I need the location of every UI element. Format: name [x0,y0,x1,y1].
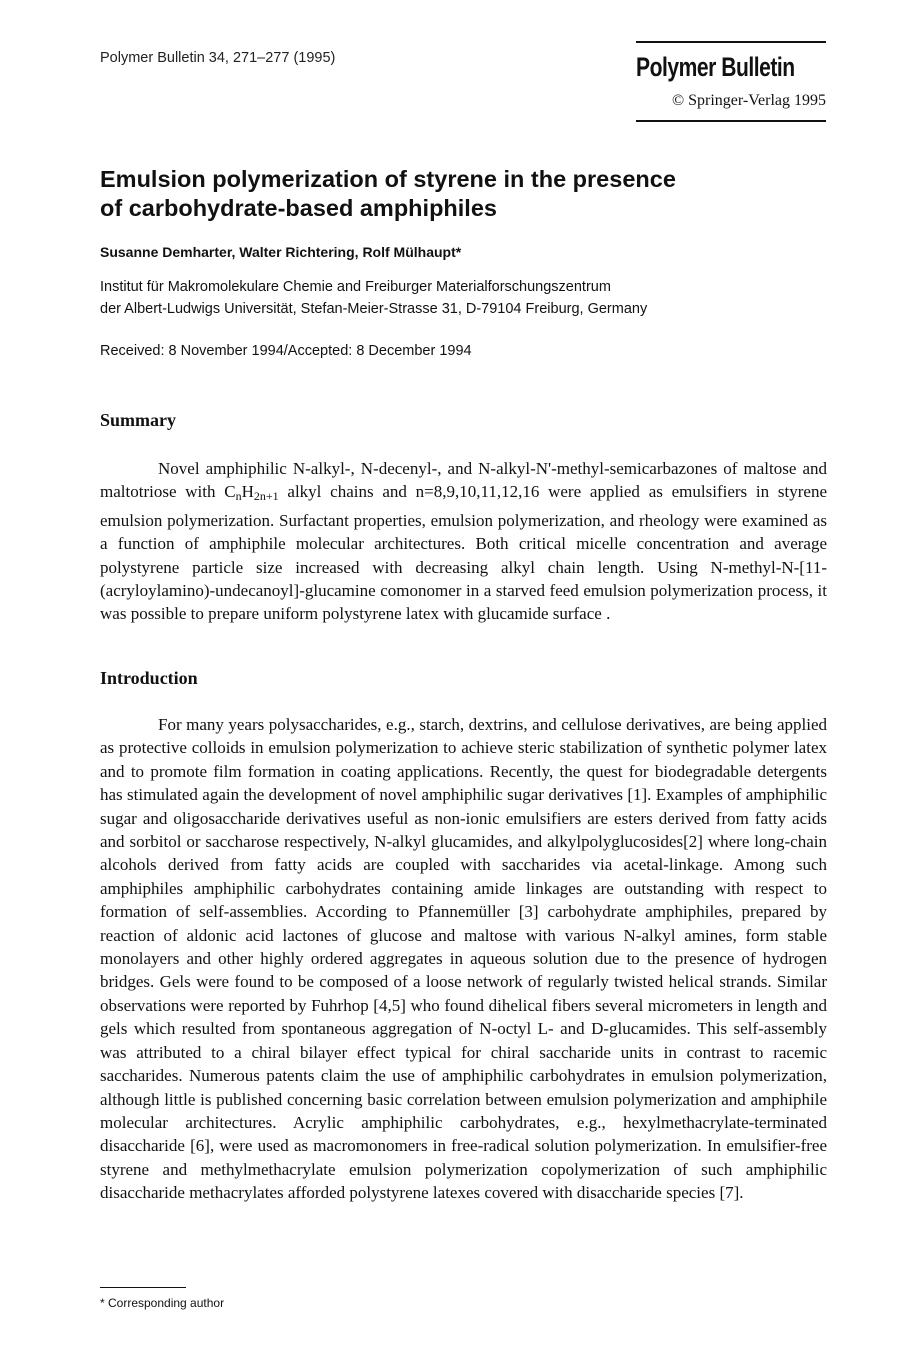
copyright-notice: © Springer-Verlag 1995 [671,92,826,109]
affiliation [100,276,840,320]
summary-text-end: alkyl chains and n=8,9,10,11,12,16 were applied as emulsifiers in styrene emulsion polymerization. Surfactant properties, emulsion polymerization, and rheology were examined as a function of amphiphile molecular architectures. Both critical micelle concentration and average polystyrene particle size increased with decreasing alkyl chain length. Using N-methyl-N-[11-(acryloylamino)-undecanoyl]-glucamine comonomer in a starved feed emulsion polymerization process, it was possible to prepare uniform polystyrene latex with glucamide surface . [100,482,827,624]
masthead-top-rule [636,41,826,43]
journal-name: Polymer Bulletin [636,52,795,82]
summary-text-start: Novel amphiphilic N-alkyl-, N-decenyl-, and N-alkyl-N'-methyl-semicarbazones of maltose and maltotriose with [100,459,827,502]
received-accepted-dates: Received: 8 November 1994/Accepted: 8 December 1994 [100,343,472,359]
author-list: Susanne Demharter, Walter Richtering, Rolf Mülhaupt* [100,244,462,260]
alkyl-chain-formula: $C_nH_{2n+1}$ [224,482,279,504]
introduction-heading: Introduction [100,668,198,688]
title-line-1: Emulsion polymerization of styrene in the presence [100,166,676,192]
journal-citation: Polymer Bulletin 34, 271–277 (1995) [100,50,336,66]
affiliation-line-2: der Albert-Ludwigs Universität, Stefan-Meier-Strasse 31, D-79104 Freiburg, Germany [100,301,648,317]
footnote-corresponding-author: * Corresponding author [100,1296,225,1310]
footnote-rule [100,1287,186,1288]
paper-title [100,165,820,223]
introduction-paragraph [100,713,827,1205]
affiliation-line-1: Institut für Makromolekulare Chemie and Freiburger Materialforschungszentrum [100,279,611,295]
title-line-2: of carbohydrate-based amphiphiles [100,195,497,221]
introduction-text: For many years polysaccharides, e.g., starch, dextrins, and cellulose derivatives, are being applied as protective colloids in emulsion polymerization to achieve steric stabilization of synthetic polymer latex and to promote film formation in coating applications. Recently, the quest for biodegradable detergents has stimulated again the development of novel amphiphilic sugar derivatives [1]. Examples of amphiphilic sugar and oligosaccharide derivatives useful as non-ionic emulsifiers are esters derived from fatty acids and sorbitol or saccharose respectively, N-alkyl glucamides, and alkylpolyglucosides[2] where long-chain alcohols derived from fatty acids are coupled with saccharides via acetal-linkage. Among such amphiphiles amphiphilic carbohydrates containing amide linkages are outstanding with respect to formation of self-assemblies. According to Pfannemüller [3] carbohydrate amphiphiles, prepared by reaction of aldonic acid lactones of glucose and maltose with various N-alkyl amines, form stable monolayers and other highly ordered aggregates in aqueous solution due to the presence of hydrogen bridges. Gels were found to be composed of a loose network of regularly twisted helical strands. Similar observations were reported by Fuhrhop [4,5] who found dihelical fibers several micrometers in length and gels which resulted from spontaneous aggregation of N-octyl L- and D-glucamides. This self-assembly was attributed to a chiral bilayer effect typical for chiral saccharide units in contrast to racemic saccharides. Numerous patents claim the use of amphiphilic carbohydrates in emulsion polymerization, although little is published concerning basic correlation between emulsion polymerization and amphiphile molecular architectures. Acrylic amphiphilic carbohydrates, e.g., hexylmethacrylate-terminated disaccharide [6], were used as macromonomers in free-radical solution polymerization. In emulsifier-free styrene and methylmethacrylate emulsion polymerization copolymerization of such amphiphilic disaccharide methacrylates afforded polystyrene latexes covered with disaccharide species [7]. [100,715,827,1203]
masthead-bottom-rule [636,120,826,122]
summary-paragraph [100,457,827,626]
journal-masthead [636,41,826,122]
summary-heading: Summary [100,410,176,430]
